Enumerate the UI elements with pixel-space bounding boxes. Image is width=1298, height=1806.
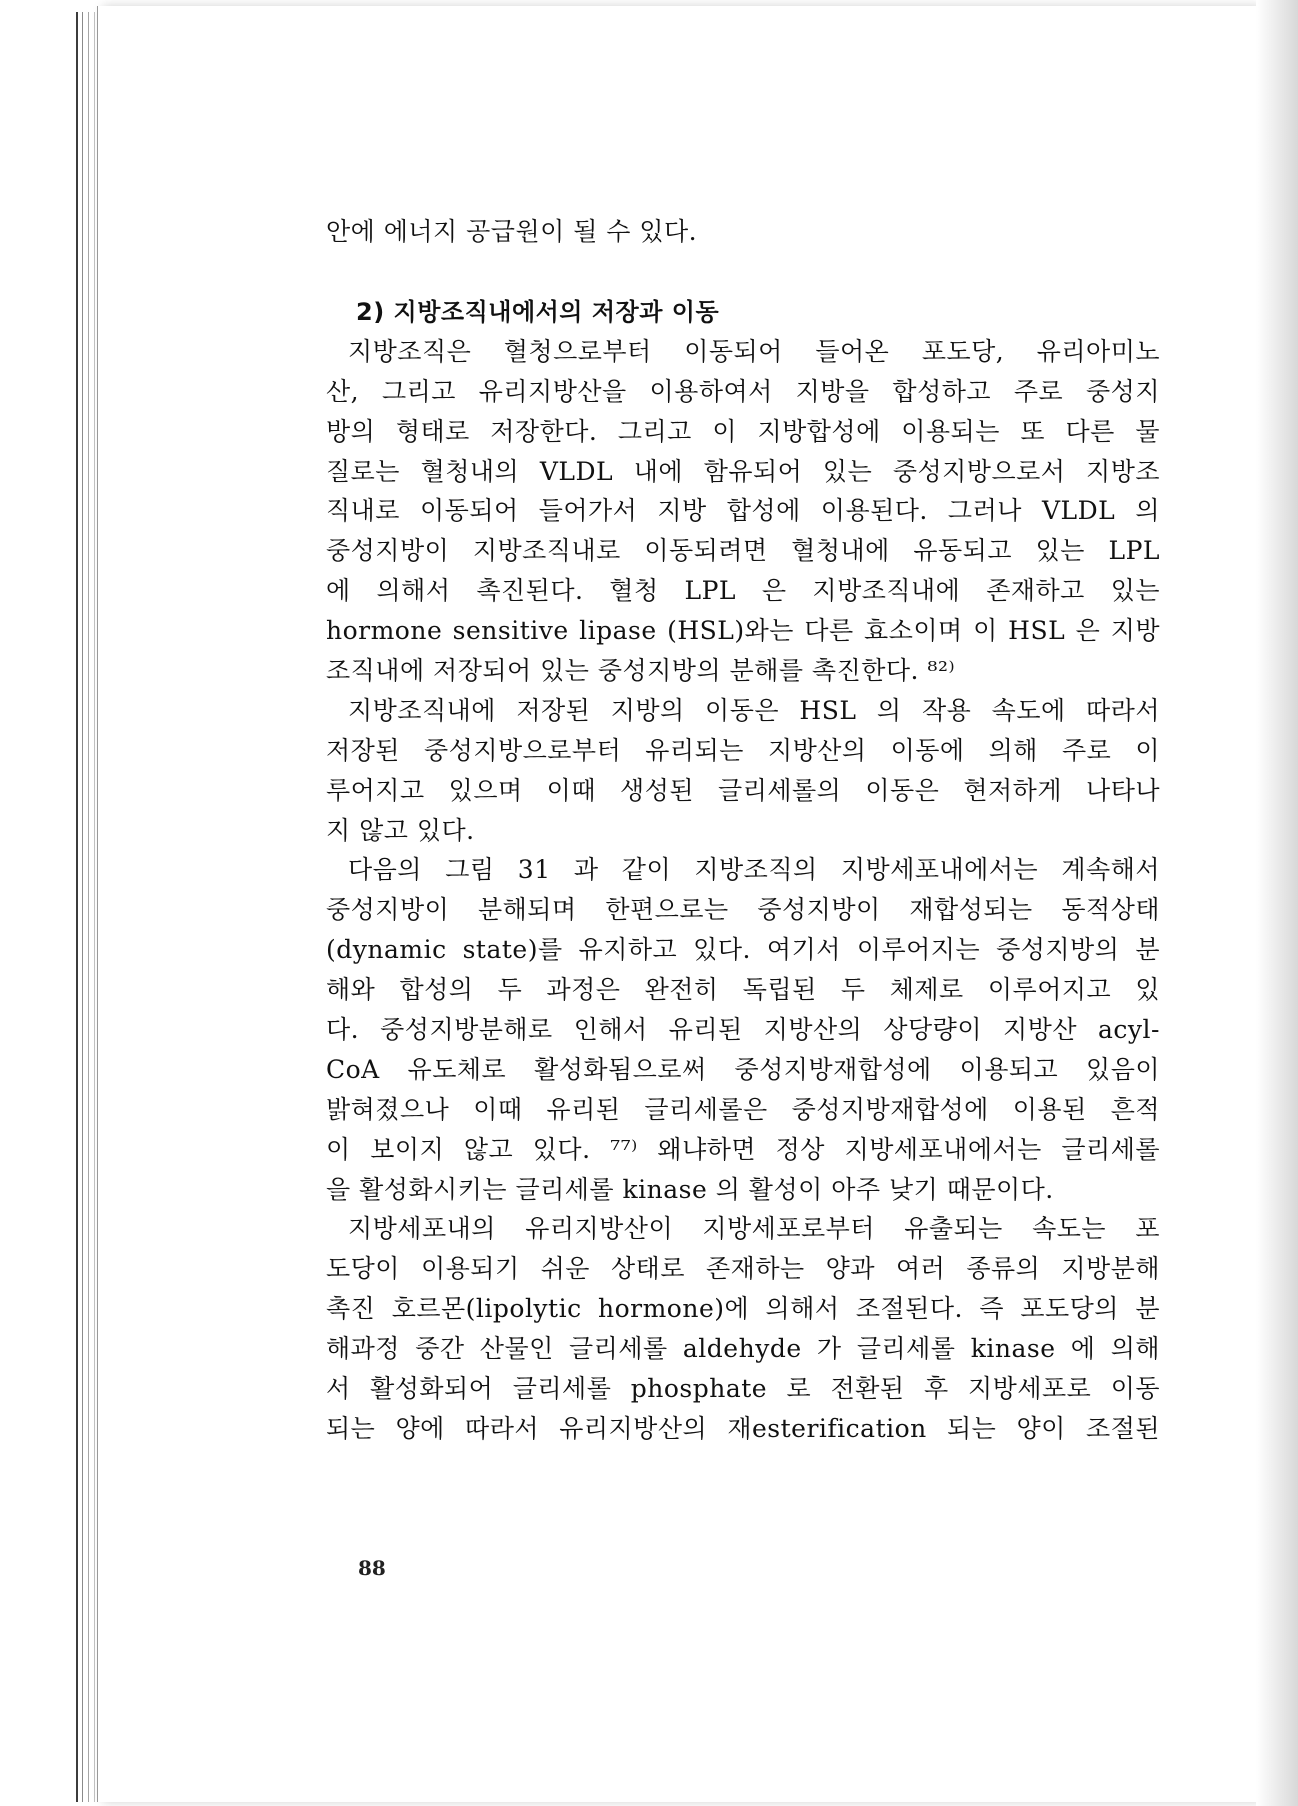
text-line: 지 않고 있다. [326,815,475,845]
text-line: 지방조직은 혈청으로부터 이동되어 들어온 포도당, 유리아미노 [348,336,1160,366]
text-line: 다음의 그림 31 과 같이 지방조직의 지방세포내에서는 계속해서 [348,855,1160,885]
text-line: 지방세포내의 유리지방산이 지방세포로부터 유출되는 속도는 포 [348,1214,1160,1244]
text-line: 질로는 혈청내의 VLDL 내에 함유되어 있는 중성지방으로서 지방조 [326,456,1160,486]
text-line: 서 활성화되어 글리세롤 phosphate 로 전환된 후 지방세포로 이동 [326,1374,1160,1404]
text-line: hormone sensitive lipase (HSL)와는 다른 효소이며 이 HSL 은 지방 [326,616,1160,646]
page-edge [76,12,78,1802]
text-line: 해와 합성의 두 과정은 완전히 독립된 두 체제로 이루어지고 있 [326,975,1160,1005]
text-line: 중성지방이 지방조직내로 이동되려면 혈청내에 유동되고 있는 LPL [326,536,1160,566]
page-shadow [1256,0,1298,1806]
text-line: 다. 중성지방분해로 인해서 유리된 지방산의 상당량이 지방산 acyl- [326,1015,1160,1045]
text-line: 도당이 이용되기 쉬운 상태로 존재하는 양과 여러 종류의 지방분해 [326,1254,1160,1284]
text-line: 직내로 이동되어 들어가서 지방 합성에 이용된다. 그러나 VLDL 의 [326,496,1160,526]
blank-line [326,252,1160,292]
text-line: 조직내에 저장되어 있는 중성지방의 분해를 촉진한다. ⁸²⁾ [326,656,956,686]
text-line: 루어지고 있으며 이때 생성된 글리세롤의 이동은 현저하게 나타나 [326,775,1160,805]
text-line: 안에 에너지 공급원이 될 수 있다. [326,217,698,246]
text-line: 촉진 호르몬(lipolytic hormone)에 의해서 조절된다. 즉 포도당의 분 [326,1294,1160,1324]
text-line: 지방조직내에 저장된 지방의 이동은 HSL 의 작용 속도에 따라서 [348,695,1160,725]
page-edge [88,12,89,1802]
page-number: 88 [358,1556,386,1580]
text-line: 방의 형태로 저장한다. 그리고 이 지방합성에 이용되는 또 다른 물 [326,416,1160,446]
text-line: 에 의해서 촉진된다. 혈청 LPL 은 지방조직내에 존재하고 있는 [326,576,1160,606]
text-line: 되는 양에 따라서 유리지방산의 재esterification 되는 양이 조절된 [326,1413,1160,1443]
text-line: 을 활성화시키는 글리세롤 kinase 의 활성이 아주 낮기 때문이다. [326,1174,1054,1204]
page-edge [82,12,83,1802]
section-heading: 2) 지방조직내에서의 저장과 이동 [356,297,720,326]
page-edge [94,12,95,1802]
text-line: 해과정 중간 산물인 글리세롤 aldehyde 가 글리세롤 kinase 에 의해 [326,1334,1160,1364]
text-line: 저장된 중성지방으로부터 유리되는 지방산의 이동에 의해 주로 이 [326,735,1160,765]
text-line: 산, 그리고 유리지방산을 이용하여서 지방을 합성하고 주로 중성지 [326,376,1160,406]
text-line: 밝혀졌으나 이때 유리된 글리세롤은 중성지방재합성에 이용된 흔적 [326,1094,1160,1124]
text-line: 이 보이지 않고 있다. ⁷⁷⁾ 왜냐하면 정상 지방세포내에서는 글리세롤 [326,1134,1160,1164]
text-line: (dynamic state)를 유지하고 있다. 여기서 이루어지는 중성지방의 분 [326,935,1160,965]
body-text [326,212,1160,1449]
text-line: CoA 유도체로 활성화됨으로써 중성지방재합성에 이용되고 있음이 [326,1054,1160,1084]
text-line: 중성지방이 분해되며 한편으로는 중성지방이 재합성되는 동적상태 [326,895,1160,925]
